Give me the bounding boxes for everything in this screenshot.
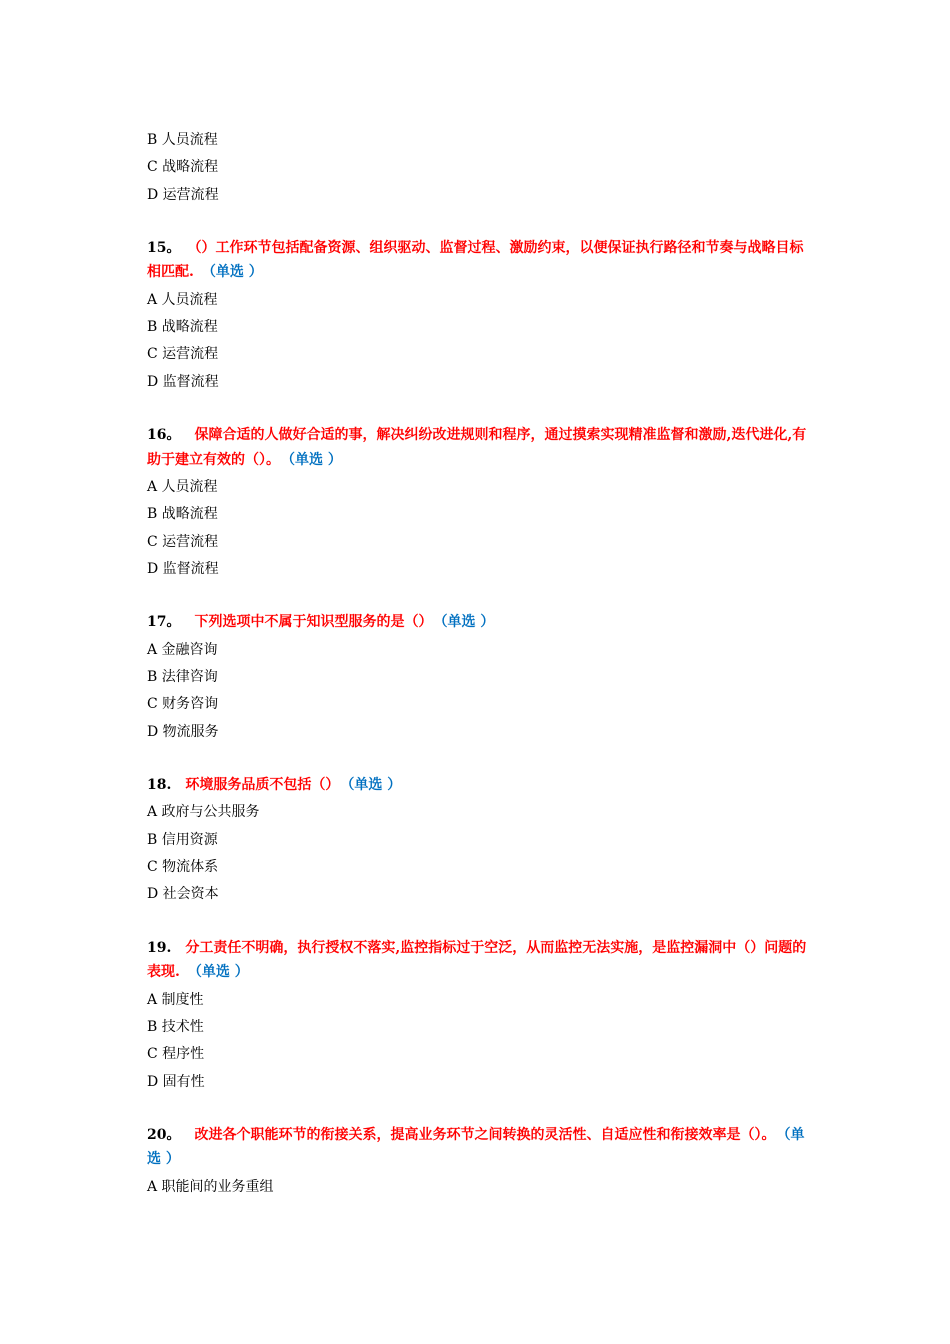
option-a: A 职能间的业务重组 — [147, 1178, 274, 1195]
question-number: 15。 — [147, 239, 181, 256]
option-c: C 物流体系 — [147, 859, 219, 876]
option-b: B 战略流程 — [147, 506, 218, 523]
option-c: C 运营流程 — [147, 346, 219, 363]
option-d: D 固有性 — [147, 1073, 205, 1090]
question-text: 分工责任不明确，执行授权不落实,监控指标过于空泛，从而监控无法实施，是监控漏洞中（）问题的表现. — [147, 939, 807, 981]
question-type: （单选 ） — [288, 451, 342, 468]
question-15 — [147, 236, 807, 396]
option-b: B 战略流程 — [147, 319, 218, 336]
question-18 — [147, 773, 807, 909]
question-type: （单选 ） — [187, 964, 249, 981]
option-b: B 技术性 — [147, 1018, 204, 1035]
question-stem — [147, 423, 807, 472]
option-b: B 人员流程 — [147, 132, 218, 148]
question-type: （单选 ） — [440, 614, 495, 631]
option-d: D 社会资本 — [147, 886, 219, 903]
option-c: C 财务咨询 — [147, 696, 219, 713]
option-c: C 战略流程 — [147, 159, 219, 176]
question-stem — [147, 236, 807, 285]
question-number: 20。 — [147, 1126, 181, 1143]
question-20 — [147, 1123, 807, 1201]
continued-options — [147, 127, 807, 209]
option-c: C 程序性 — [147, 1046, 205, 1063]
question-type: （单选 ） — [147, 1126, 805, 1168]
question-type: （单选 ） — [201, 264, 263, 281]
question-number: 17。 — [147, 614, 181, 631]
option-d: D 监督流程 — [147, 373, 219, 390]
option-a: A 制度性 — [147, 991, 204, 1008]
question-stem — [147, 610, 807, 635]
question-type: （单选 ） — [347, 776, 402, 793]
option-a: A 人员流程 — [147, 479, 218, 496]
option-b: B 法律咨询 — [147, 669, 218, 686]
question-16 — [147, 423, 807, 583]
option-d: D 物流服务 — [147, 723, 219, 740]
question-number: 18. — [147, 776, 172, 793]
question-17 — [147, 610, 807, 746]
option-a: A 政府与公共服务 — [147, 804, 260, 821]
option-d: D 运营流程 — [147, 186, 219, 203]
option-a: A 金融咨询 — [147, 641, 218, 658]
question-text: 改进各个职能环节的衔接关系，提高业务环节之间转换的灵活性、自适应性和衔接效率是（）。 — [194, 1126, 776, 1143]
question-number: 16。 — [147, 427, 181, 444]
option-d: D 监督流程 — [147, 560, 219, 577]
question-stem — [147, 1123, 807, 1172]
question-list — [147, 127, 807, 1201]
question-text: 保障合适的人做好合适的事，解决纠纷改进规则和程序，通过摸索实现精准监督和激励,迭代进化,有助于建立有效的（）。 — [147, 427, 807, 468]
question-stem — [147, 936, 807, 985]
option-c: C 运营流程 — [147, 533, 219, 550]
option-a: A 人员流程 — [147, 291, 218, 308]
question-text: 环境服务品质不包括（） — [185, 776, 340, 793]
question-stem — [147, 773, 807, 798]
question-number: 19. — [147, 939, 172, 956]
question-text: 下列选项中不属于知识型服务的是（） — [194, 614, 433, 631]
question-text: （）工作环节包括配备资源、组织驱动、监督过程、激励约束，以便保证执行路径和节奏与战略目标相匹配. — [147, 239, 804, 281]
question-19 — [147, 936, 807, 1096]
option-b: B 信用资源 — [147, 831, 218, 848]
